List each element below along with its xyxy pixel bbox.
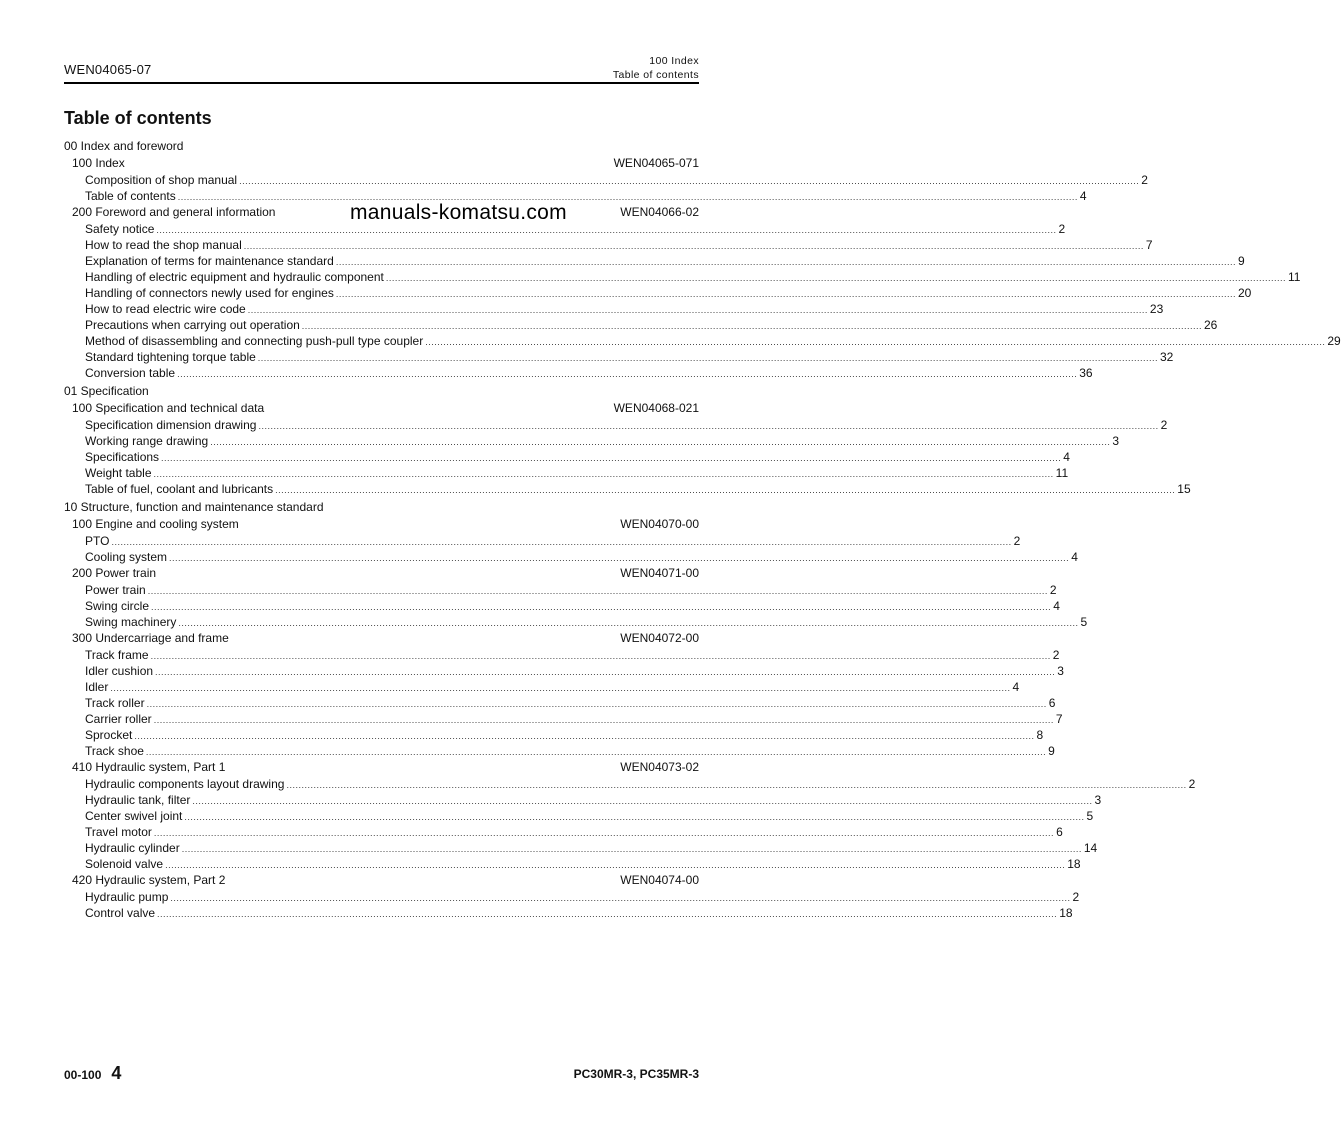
toc-entry-label: Swing machinery [85, 615, 177, 629]
toc-subsection-title: 100 Index [72, 156, 125, 170]
toc-entry-label: Method of disassembling and connecting push-pull type coupler [85, 334, 424, 348]
toc-subsection [64, 872, 699, 889]
dot-leader: ............................................................................................................................................................................................................................................................................................................ [258, 421, 1159, 431]
toc-entry-label: Track roller [85, 696, 145, 710]
toc-subsection-title: 200 Power train [72, 566, 157, 580]
toc-subsection-code: WEN04071-00 [620, 566, 699, 580]
dot-leader: ............................................................................................................................................................................................................................................................................................................ [145, 747, 1047, 757]
toc-entry-page: 15 [1177, 482, 1191, 496]
toc-entry [64, 417, 1168, 433]
toc-entry [64, 695, 1056, 711]
toc-entry-page: 9 [1237, 254, 1245, 268]
toc-entry [64, 889, 1080, 905]
toc-entry-page: 18 [1067, 857, 1081, 871]
toc-entry-page: 5 [1080, 615, 1088, 629]
dot-leader: ............................................................................................................................................................................................................................................................................................................ [275, 485, 1176, 495]
toc-entry-page: 5 [1086, 809, 1094, 823]
footer-page-ref [64, 1063, 121, 1084]
toc-subsection-code: WEN04070-00 [620, 517, 699, 531]
dot-leader: ............................................................................................................................................................................................................................................................................................................ [178, 618, 1079, 628]
dot-leader: ............................................................................................................................................................................................................................................................................................................ [147, 586, 1048, 596]
dot-leader: ............................................................................................................................................................................................................................................................................................................ [177, 369, 1078, 379]
toc-subsection-code: WEN04068-021 [613, 401, 699, 415]
dot-leader: ............................................................................................................................................................................................................................................................................................................ [335, 289, 1236, 299]
dot-leader: ............................................................................................................................................................................................................................................................................................................ [192, 796, 1093, 806]
toc-entry-label: Hydraulic cylinder [85, 841, 180, 855]
toc-entry-label: PTO [85, 534, 110, 548]
toc-entry-page: 8 [1036, 728, 1044, 742]
toc-entry-label: Conversion table [85, 366, 176, 380]
dot-leader: ............................................................................................................................................................................................................................................................................................................ [153, 715, 1054, 725]
toc-entry-label: Hydraulic tank, filter [85, 793, 191, 807]
dot-leader: ............................................................................................................................................................................................................................................................................................................ [150, 651, 1051, 661]
toc-entry [64, 237, 1153, 253]
dot-leader: ............................................................................................................................................................................................................................................................................................................ [157, 909, 1058, 919]
toc-entry [64, 663, 1064, 679]
table-of-contents [64, 136, 1341, 921]
toc-entry-page: 7 [1055, 712, 1063, 726]
toc-entry [64, 840, 1098, 856]
toc-entry-page: 18 [1059, 906, 1073, 920]
toc-entry [64, 808, 1094, 824]
toc-subsection [64, 400, 699, 417]
toc-entry-label: How to read electric wire code [85, 302, 246, 316]
toc-entry [64, 776, 1196, 792]
toc-entry [64, 598, 1060, 614]
toc-entry-page: 2 [1052, 648, 1060, 662]
toc-entry-page: 9 [1048, 744, 1055, 758]
toc-entry [64, 481, 1191, 497]
toc-entry-page: 4 [1071, 550, 1078, 564]
dot-leader: ............................................................................................................................................................................................................................................................................................................ [153, 828, 1055, 838]
toc-entry-page: 29 [1327, 334, 1341, 348]
toc-entry-label: Hydraulic components layout drawing [85, 777, 285, 791]
toc-entry-label: Precautions when carrying out operation [85, 318, 300, 332]
toc-entry [64, 172, 1148, 188]
dot-leader: ............................................................................................................................................................................................................................................................................................................ [335, 257, 1236, 267]
toc-entry-page: 32 [1159, 350, 1174, 364]
toc-section-title: 00 Index and foreword [64, 139, 184, 153]
dot-leader: ............................................................................................................................................................................................................................................................................................................ [181, 844, 1082, 854]
dot-leader: ............................................................................................................................................................................................................................................................................................................ [177, 192, 1078, 202]
toc-entry-page: 4 [1063, 450, 1070, 464]
toc-subsection-title: 420 Hydraulic system, Part 2 [72, 873, 226, 887]
toc-entry-page: 20 [1237, 286, 1252, 300]
toc-entry-label: Track frame [85, 648, 149, 662]
toc-entry-label: How to read the shop manual [85, 238, 242, 252]
toc-subsection [64, 630, 699, 647]
toc-entry [64, 365, 1093, 381]
footer-models: PC30MR-3, PC35MR-3 [573, 1067, 699, 1081]
toc-entry-page: 2 [1072, 890, 1080, 904]
header-rule [64, 82, 699, 84]
toc-entry [64, 792, 1102, 808]
dot-leader: ............................................................................................................................................................................................................................................................................................................ [151, 602, 1052, 612]
toc-entry-page: 26 [1203, 318, 1218, 332]
toc-entry-page: 2 [1013, 534, 1021, 548]
toc-entry-label: Working range drawing [85, 434, 209, 448]
dot-leader: ............................................................................................................................................................................................................................................................................................................ [257, 353, 1158, 363]
dot-leader: ............................................................................................................................................................................................................................................................................................................ [134, 731, 1035, 741]
toc-entry-page: 3 [1057, 664, 1064, 678]
toc-entry-label: Carrier roller [85, 712, 152, 726]
dot-leader: ............................................................................................................................................................................................................................................................................................................ [184, 812, 1085, 822]
dot-leader: ............................................................................................................................................................................................................................................................................................................ [425, 337, 1326, 347]
toc-entry-label: Standard tightening torque table [85, 350, 256, 364]
toc-subsection-title: 100 Engine and cooling system [72, 517, 239, 531]
page-title: Table of contents [64, 108, 212, 128]
dot-leader: ............................................................................................................................................................................................................................................................................................................ [146, 699, 1047, 709]
header-subsection: Table of contents [612, 69, 699, 81]
toc-entry-label: Control valve [85, 906, 156, 920]
dot-leader: ............................................................................................................................................................................................................................................................................................................ [161, 453, 1062, 463]
dot-leader: ............................................................................................................................................................................................................................................................................................................ [155, 667, 1056, 677]
toc-section-title: 01 Specification [64, 384, 149, 398]
toc-entry-label: Idler cushion [85, 664, 154, 678]
toc-entry-label: Table of contents [85, 189, 176, 203]
toc-entry [64, 856, 1081, 872]
toc-entry-label: Handling of connectors newly used for engines [85, 286, 334, 300]
toc-entry [64, 647, 1060, 663]
dot-leader: ............................................................................................................................................................................................................................................................................................................ [247, 305, 1148, 315]
toc-entry-label: Weight table [85, 466, 152, 480]
toc-entry-page: 11 [1055, 466, 1069, 480]
toc-entry-page: 4 [1053, 599, 1060, 613]
toc-entry [64, 711, 1063, 727]
toc-entry-page: 2 [1141, 173, 1148, 187]
toc-entry-label: Explanation of terms for maintenance standard [85, 254, 334, 268]
toc-entry [64, 727, 1044, 743]
toc-entry-label: Safety notice [85, 222, 155, 236]
footer-page-number: 4 [111, 1063, 122, 1083]
watermark: manuals-komatsu.com [350, 201, 567, 224]
dot-leader: ............................................................................................................................................................................................................................................................................................................ [110, 683, 1011, 693]
dot-leader: ............................................................................................................................................................................................................................................................................................................ [169, 553, 1070, 563]
toc-entry-page: 6 [1048, 696, 1056, 710]
toc-entry-page: 4 [1079, 189, 1087, 203]
toc-entry-page: 6 [1056, 825, 1063, 839]
toc-entry-label: Solenoid valve [85, 857, 164, 871]
toc-subsection-code: WEN04072-00 [620, 631, 699, 645]
toc-entry [64, 301, 1164, 317]
toc-entry [64, 582, 1057, 598]
toc-entry [64, 824, 1063, 840]
toc-entry [64, 349, 1174, 365]
toc-entry [64, 533, 1021, 549]
dot-leader: ............................................................................................................................................................................................................................................................................................................ [156, 225, 1057, 235]
toc-entry-label: Track shoe [85, 744, 144, 758]
toc-subsection-code: WEN04073-02 [620, 760, 699, 774]
toc-entry-page: 2 [1160, 418, 1168, 432]
toc-subsection-title: 300 Undercarriage and frame [72, 631, 229, 645]
toc-entry-page: 11 [1288, 270, 1301, 284]
toc-entry-label: Swing circle [85, 599, 150, 613]
toc-entry-label: Handling of electric equipment and hydraulic component [85, 270, 384, 284]
toc-entry-label: Idler [85, 680, 109, 694]
toc-entry [64, 465, 1069, 481]
dot-leader: ............................................................................................................................................................................................................................................................................................................ [165, 860, 1066, 870]
toc-entry-label: Composition of shop manual [85, 173, 238, 187]
toc-entry-label: Table of fuel, coolant and lubricants [85, 482, 274, 496]
toc-entry [64, 269, 1301, 285]
toc-entry-label: Specification dimension drawing [85, 418, 257, 432]
toc-entry-label: Hydraulic pump [85, 890, 169, 904]
toc-entry-page: 14 [1083, 841, 1098, 855]
toc-entry [64, 449, 1070, 465]
toc-entry [64, 317, 1218, 333]
toc-entry [64, 614, 1088, 630]
toc-subsection-title: 200 Foreword and general information [72, 205, 276, 219]
running-header [613, 54, 699, 82]
dot-leader: ............................................................................................................................................................................................................................................................................................................ [239, 176, 1140, 186]
toc-entry [64, 549, 1078, 565]
toc-subsection [64, 516, 699, 533]
toc-entry [64, 285, 1252, 301]
toc-subsection [64, 155, 699, 172]
toc-entry-page: 7 [1145, 238, 1153, 252]
toc-entry [64, 253, 1245, 269]
toc-subsection-code: WEN04065-071 [613, 156, 699, 170]
toc-subsection-code: WEN04074-00 [620, 873, 699, 887]
toc-subsection-title: 100 Specification and technical data [72, 401, 265, 415]
toc-entry-label: Power train [85, 583, 146, 597]
toc-entry [64, 679, 1020, 695]
toc-entry-page: 2 [1188, 777, 1196, 791]
toc-section-title: 10 Structure, function and maintenance standard [64, 500, 324, 514]
toc-entry-page: 4 [1012, 680, 1020, 694]
toc-entry-page: 3 [1112, 434, 1120, 448]
dot-leader: ............................................................................................................................................................................................................................................................................................................ [385, 273, 1287, 283]
toc-subsection-code: WEN04066-02 [620, 205, 699, 219]
toc-entry-label: Cooling system [85, 550, 168, 564]
toc-entry [64, 333, 1341, 349]
toc-entry-page: 3 [1094, 793, 1102, 807]
toc-entry-page: 2 [1049, 583, 1057, 597]
dot-leader: ............................................................................................................................................................................................................................................................................................................ [301, 321, 1202, 331]
dot-leader: ............................................................................................................................................................................................................................................................................................................ [286, 780, 1187, 790]
document-code: WEN04065-07 [64, 62, 152, 77]
toc-entry-page: 23 [1149, 302, 1164, 316]
toc-entry-page: 2 [1058, 222, 1066, 236]
dot-leader: ............................................................................................................................................................................................................................................................................................................ [153, 469, 1054, 479]
toc-entry-label: Sprocket [85, 728, 133, 742]
dot-leader: ............................................................................................................................................................................................................................................................................................................ [111, 537, 1012, 547]
footer-section-code: 00-100 [64, 1068, 102, 1082]
toc-entry [64, 743, 1055, 759]
dot-leader: ............................................................................................................................................................................................................................................................................................................ [243, 241, 1144, 251]
dot-leader: ............................................................................................................................................................................................................................................................................................................ [210, 437, 1111, 447]
toc-entry [64, 905, 1073, 921]
toc-entry-label: Center swivel joint [85, 809, 183, 823]
toc-entry [64, 433, 1120, 449]
toc-subsection [64, 759, 699, 776]
toc-subsection-title: 410 Hydraulic system, Part 1 [72, 760, 226, 774]
toc-entry-page: 36 [1079, 366, 1093, 380]
toc-entry-label: Specifications [85, 450, 160, 464]
dot-leader: ............................................................................................................................................................................................................................................................................................................ [170, 893, 1071, 903]
toc-entry-label: Travel motor [85, 825, 152, 839]
header-section: 100 Index [649, 55, 699, 67]
toc-subsection [64, 565, 699, 582]
